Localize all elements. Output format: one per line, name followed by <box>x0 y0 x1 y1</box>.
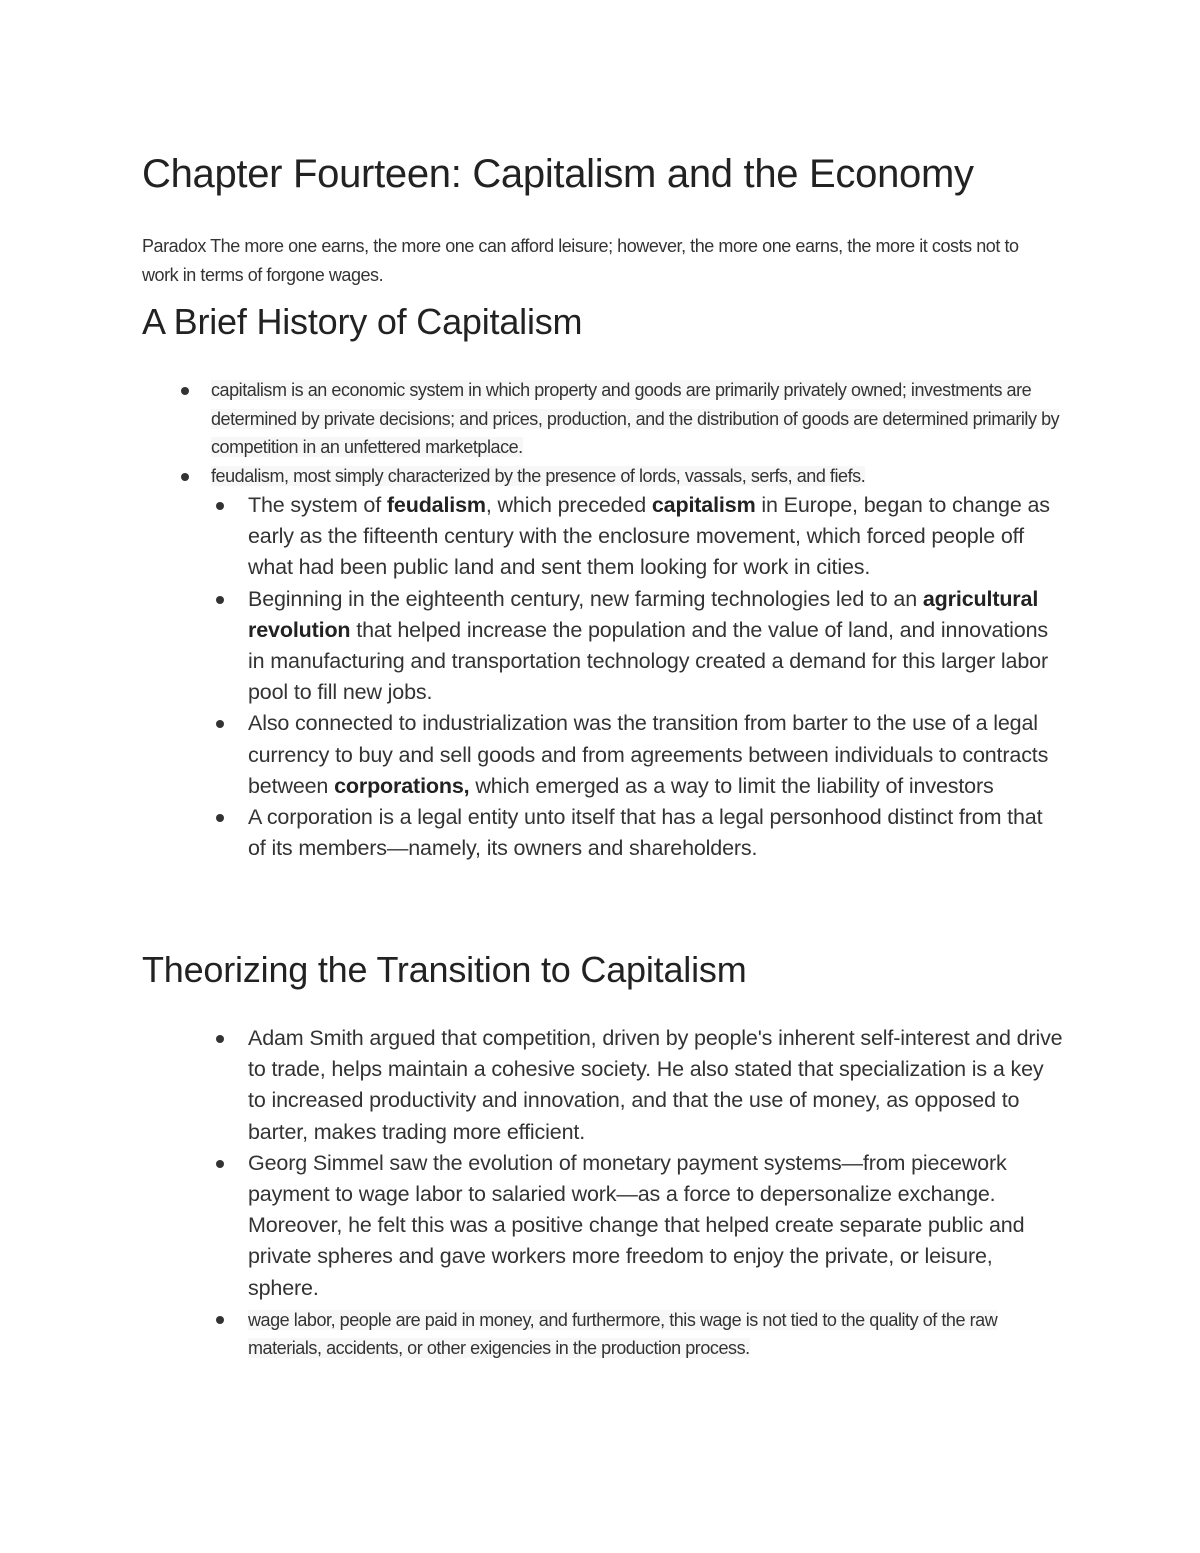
bullet-icon <box>181 473 189 481</box>
section-heading-theorizing: Theorizing the Transition to Capitalism <box>142 949 747 990</box>
bullet-icon <box>216 814 224 822</box>
history-bullets <box>142 376 1061 490</box>
section-heading-history: A Brief History of Capitalism <box>142 301 583 342</box>
list-item: A corporation is a legal entity unto itself that has a legal personhood distinct from that of its members—namely, its owners and shareholders. <box>142 802 1063 864</box>
bullet-icon <box>181 387 189 395</box>
bullet-icon <box>216 1035 224 1043</box>
paradox-paragraph: Paradox The more one earns, the more one can afford leisure; however, the more one earns, the more it costs not to work in terms of forgone wages. <box>142 236 1019 285</box>
list-item: Beginning in the eighteenth century, new farming technologies led to an agricultural revolution that helped increase the population and the value of land, and innovations in manufacturing and transportation technology created a demand for this larger labor pool to fill new jobs. <box>142 584 1063 709</box>
theorizing-bullets <box>142 1023 1063 1363</box>
list-item: capitalism is an economic system in which property and goods are primarily privately owned; investments are determined by private decisions; and prices, production, and the distribution of goods are determined primarily by competition in an unfettered marketplace. <box>142 376 1061 462</box>
list-item: feudalism, most simply characterized by the presence of lords, vassals, serfs, and fiefs. <box>142 462 1061 491</box>
bullet-icon <box>216 596 224 604</box>
list-item: wage labor, people are paid in money, and furthermore, this wage is not tied to the quality of the raw materials, accidents, or other exigencies in the production process. <box>142 1304 1063 1363</box>
history-sub-bullets <box>142 490 1063 864</box>
page-title: Chapter Fourteen: Capitalism and the Economy <box>142 152 974 196</box>
bullet-icon <box>216 1160 224 1168</box>
list-item: Georg Simmel saw the evolution of monetary payment systems—from piecework payment to wage labor to salaried work—as a force to depersonalize exchange. Moreover, he felt this was a positive change that helped create separate public and private spheres and gave workers more freedom to enjoy the private, or leisure, sphere. <box>142 1148 1063 1304</box>
bullet-icon <box>216 502 224 510</box>
bullet-icon <box>216 1316 224 1324</box>
bullet-icon <box>216 720 224 728</box>
list-item: The system of feudalism, which preceded capitalism in Europe, began to change as early as the fifteenth century with the enclosure movement, which forced people off what had been public land and sent them looking for work in cities. <box>142 490 1063 584</box>
list-item: Also connected to industrialization was the transition from barter to the use of a legal currency to buy and sell goods and from agreements between individuals to contracts between corporations, which emerged as a way to limit the liability of investors <box>142 708 1063 802</box>
list-item: Adam Smith argued that competition, driven by people's inherent self-interest and drive to trade, helps maintain a cohesive society. He also stated that specialization is a key to increased productivity and innovation, and that the use of money, as opposed to barter, makes trading more efficient. <box>142 1023 1063 1148</box>
